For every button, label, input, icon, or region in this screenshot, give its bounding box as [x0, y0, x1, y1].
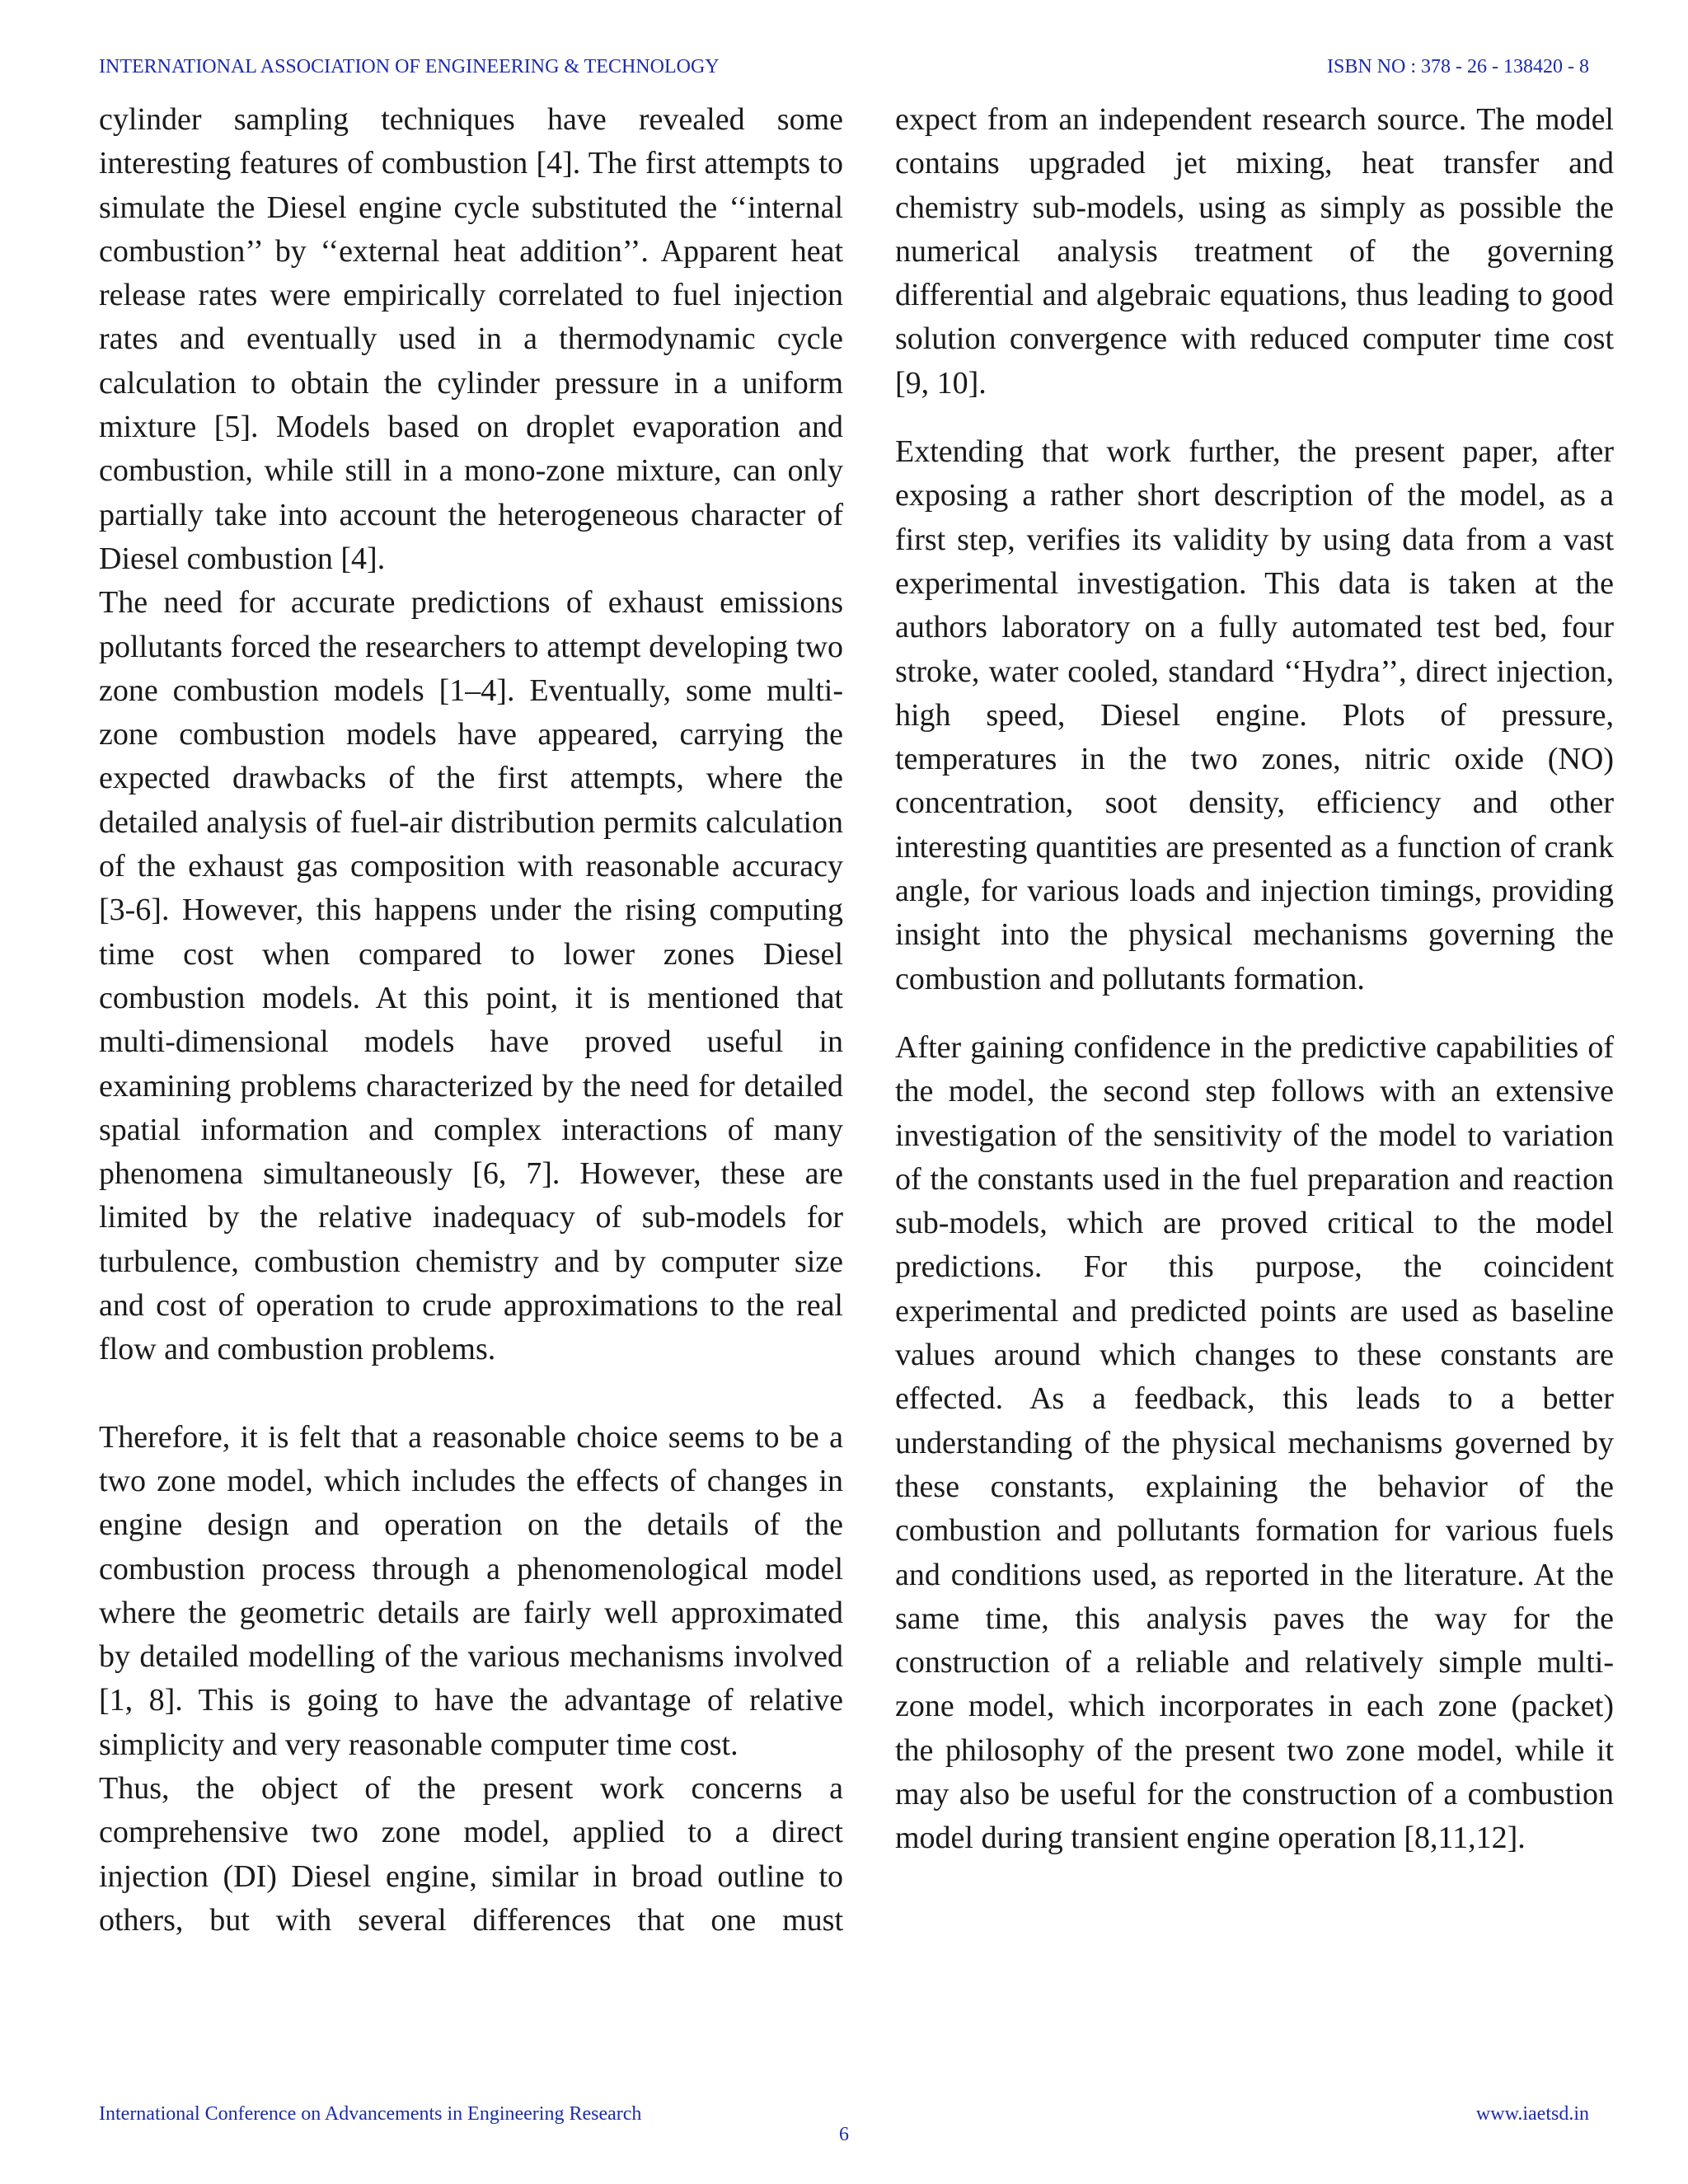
paragraph-combustion-history: cylinder sampling techniques have revealed some interesting features of combustion [4]. The first attempts to simulate the Diesel engine cycle substituted the ‘‘internal combustion’’ by ‘‘external heat addition’’. Apparent heat release rates were empirically correlated to fuel injection rates and eventually used in a thermodynamic cycle calculation to obtain the cylinder pressure in a uniform mixture [5]. Models based on droplet evaporation and combustion, while still in a mono-zone mixture, can only partially take into account the heterogeneous character of Diesel combustion [4]. — [99, 102, 843, 576]
paragraph-two-zone-choice: Therefore, it is felt that a reasonable choice seems to be a two zone model, which includes the effects of changes in engine design and operation on the details of the combustion process through a phenomenological model where the geometric details are fairly well approximated by detailed modelling of the various mechanisms involved [1, 8]. This is going to have the advantage of relative simplicity and very reasonable computer time cost. — [99, 1419, 843, 1762]
paragraph-validation: Extending that work further, the present paper, after exposing a rather short description of the model, as a first step, verifies its validity by using data from a vast experimental investigation. This data is taken at the authors laboratory on a fully automated test bed, four stroke, water cooled, standard ‘‘Hydra’’, direct injection, high speed, Diesel engine. Plots of pressure, temperatures in the two zones, nitric oxide (NO) concentration, soot density, efficiency and other interesting quantities are presented as a function of crank angle, for various loads and injection timings, providing insight into the physical mechanisms governing the combustion and pollutants formation. — [895, 434, 1614, 996]
paragraph-sensitivity: After gaining confidence in the predictive capabilities of the model, the second step follows with an extensive investigation of the sensitivity of the model to variation of the constants used in the fuel preparation and reaction sub-models, which are proved critical to the model predictions. For this purpose, the coincident experimental and predicted points are used as baseline values around which changes to these constants are effected. As a feedback, this leads to a better understanding of the physical mechanisms governed by these constants, explaining the behavior of the combustion and pollutants formation for various fuels and conditions used, as reported in the literature. At the same time, this analysis paves the way for the construction of a reliable and relatively simple multi-zone model, which incorporates in each zone (packet) the philosophy of the present two zone model, while it may also be useful for the construction of a combustion model during transient engine operation [8,11,12]. — [895, 1029, 1614, 1856]
paragraph-model-submodels: expect from an independent research source. The model contains upgraded jet mixing, heat transfer and chemistry sub-models, using as simply as possible the numerical analysis treatment of the governing differential and algebraic equations, thus leading to good solution convergence with reduced computer time cost [9, 10]. — [895, 102, 1614, 401]
paragraph-object-of-work: Thus, the object of the present work concerns a comprehensive two zone model, applied to a direct injection (DI) Diesel engine, similar in broad outline to others, but with several differences that one must — [99, 1770, 843, 1938]
running-header-isbn: ISBN NO : 378 - 26 - 138420 - 8 — [1327, 56, 1589, 77]
footer-website: www.iaetsd.in — [1475, 2103, 1589, 2125]
right-column — [895, 98, 1614, 1861]
running-header-title: INTERNATIONAL ASSOCIATION OF ENGINEERING & TECHNOLOGY — [99, 56, 720, 77]
left-column — [99, 98, 843, 1943]
footer-conference: International Conference on Advancements in Engineering Research — [99, 2103, 642, 2125]
page-number: 6 — [839, 2124, 849, 2145]
paragraph-multizone-models: The need for accurate predictions of exhaust emissions pollutants forced the researchers to attempt developing two zone combustion models [1–4]. Eventually, some multi-zone combustion models have appeared, carrying the expected drawbacks of the first attempts, where the detailed analysis of fuel-air distribution permits calculation of the exhaust gas composition with reasonable accuracy [3-6]. However, this happens under the rising computing time cost when compared to lower zones Diesel combustion models. At this point, it is mentioned that multi-dimensional models have proved useful in examining problems characterized by the need for detailed spatial information and complex interactions of many phenomena simultaneously [6, 7]. However, these are limited by the relative inadequacy of sub-models for turbulence, combustion chemistry and by computer size and cost of operation to crude approximations to the real flow and combustion problems. — [99, 585, 843, 1367]
